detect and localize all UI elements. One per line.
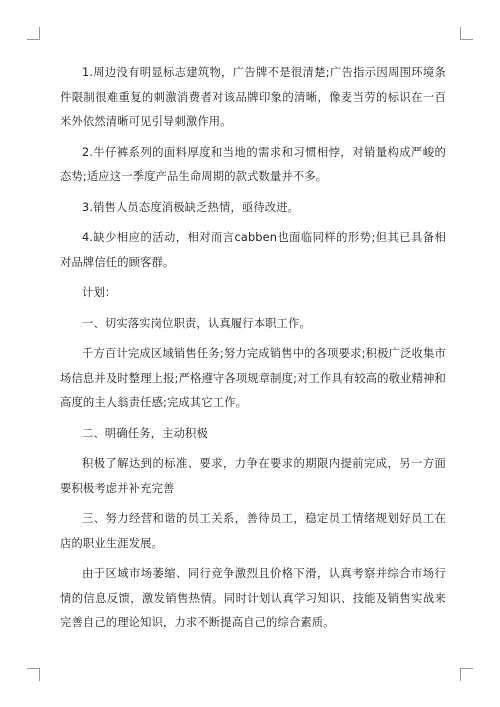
crop-mark-top-right xyxy=(460,27,473,40)
plan-heading-2: 二、明确任务，主动积极 xyxy=(82,426,208,440)
crop-mark-top-left xyxy=(27,27,40,40)
plan-body-2: 积极了解达到的标准、要求，力争在要求的期限内提前完成，另一方面要积极考虑并补充完善 xyxy=(60,457,446,495)
document-body xyxy=(60,61,446,642)
crop-mark-bottom-right xyxy=(460,668,473,681)
paragraph-issue-4: 4.缺少相应的活动，相对而言cabben也面临同样的形势;但其已具备相对品牌信任的顾客群。 xyxy=(60,231,446,269)
plan-heading-3: 三、努力经营和谐的员工关系，善待员工，稳定员工情绪规划好员工在店的职业生涯发展。 xyxy=(60,512,446,550)
paragraph-issue-3: 3.销售人员态度消极缺乏热情，亟待改进。 xyxy=(82,200,300,214)
section-heading-plan: 计划： xyxy=(82,286,117,299)
plan-body-1: 千方百计完成区域销售任务;努力完成销售中的各项要求;积极广泛收集市场信息并及时整理上报;严格遵守各项规章制度;对工作具有较高的敬业精神和高度的主人翁责任感;完成其它工作。 xyxy=(60,347,446,409)
paragraph-issue-2: 2.牛仔裤系列的面料厚度和当地的需求和习惯相悖，对销量构成严峻的态势;适应这一季度产品生命周期的款式数量并不多。 xyxy=(60,145,446,183)
crop-mark-bottom-left xyxy=(27,668,40,681)
plan-body-3: 由于区域市场萎缩、同行竞争激烈且价格下滑，认真考察并综合市场行情的信息反馈，激发销售热情。同时计划认真学习知识、技能及销售实战来完善自己的理论知识，力求不断提高自己的综合素质。 xyxy=(60,567,446,629)
plan-heading-1: 一、切实落实岗位职责，认真履行本职工作。 xyxy=(82,316,311,330)
paragraph-issue-1: 1.周边没有明显标志建筑物，广告牌不是很清楚;广告指示因周围环境条件限制很难重复的刺激消费者对该品牌印象的清晰，像麦当劳的标识在一百米外依然清晰可见引导刺激作用。 xyxy=(60,66,446,128)
